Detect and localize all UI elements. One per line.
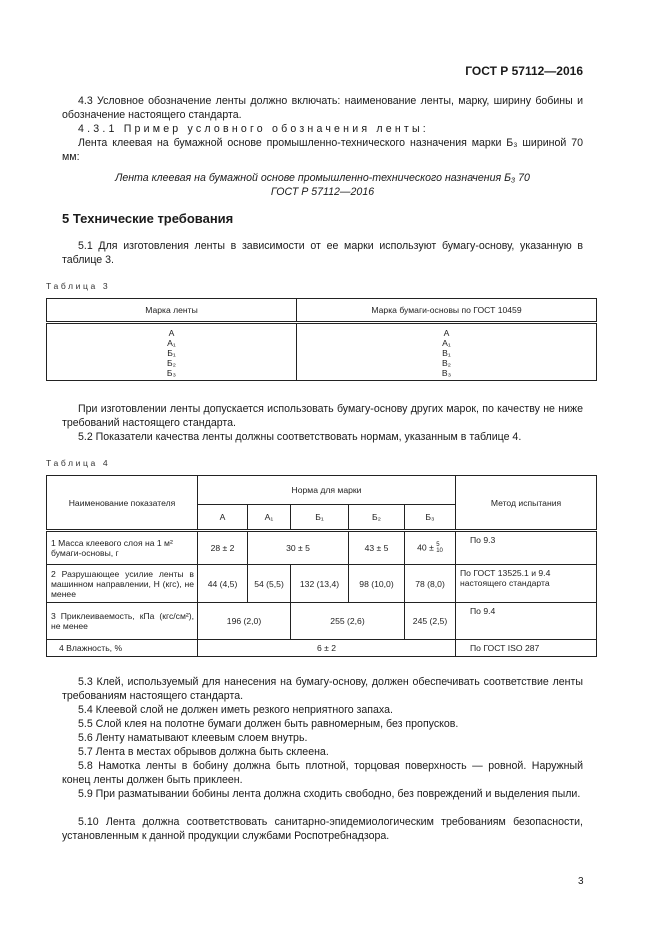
mark-header: А₁ bbox=[248, 505, 291, 531]
table-row bbox=[47, 565, 597, 603]
paragraph-4-3: 4.3 Условное обозначение ленты должно включать: наименование ленты, марку, ширину бобины и обозначение настоящего стандарта. bbox=[62, 95, 583, 121]
table-3 bbox=[46, 298, 597, 381]
table-cell bbox=[405, 531, 456, 565]
upper-tolerance: 5 bbox=[436, 542, 440, 548]
header-norm: Норма для марки bbox=[198, 476, 456, 505]
paragraph-5-10: 5.10 Лента должна соответствовать санитарно-эпидемиологическим требованиям безопасности, установленным к данной продукции службами Роспотребнадзора. bbox=[62, 816, 583, 842]
table-cell: В₁ bbox=[297, 348, 597, 358]
table-cell: 245 (2,5) bbox=[405, 603, 456, 640]
example-line-2: ГОСТ Р 57112—2016 bbox=[270, 186, 375, 198]
table-cell: 44 (4,5) bbox=[198, 565, 248, 603]
table-cell: 78 (8,0) bbox=[405, 565, 456, 603]
table-cell: В₃ bbox=[297, 368, 597, 381]
paragraph-5-1: 5.1 Для изготовления ленты в зависимости от ее марки используют бумагу-основу, указанную в таблице 3. bbox=[62, 240, 583, 266]
table-cell: 54 (5,5) bbox=[248, 565, 291, 603]
table-cell: 98 (10,0) bbox=[349, 565, 405, 603]
table-cell: Б₂ bbox=[47, 358, 297, 368]
table-cell: 30 ± 5 bbox=[248, 531, 349, 565]
paragraph-5-8: 5.8 Намотка ленты в бобину должна быть плотной, торцовая поверхность — ровной. Наружный конец ленты должен быть приклеен. bbox=[62, 760, 583, 786]
table-4-caption: Таблица 4 bbox=[46, 458, 111, 468]
table-row bbox=[47, 603, 597, 640]
mark-header: А bbox=[198, 505, 248, 531]
example-line-1: Лента клеевая на бумажной основе промышленно-технического назначения Б₃ 70 bbox=[115, 172, 530, 184]
table-header: Марка ленты bbox=[47, 299, 297, 323]
method-cell: По 9.4 bbox=[456, 603, 597, 640]
paragraph-5-3: 5.3 Клей, используемый для нанесения на бумагу-основу, должен обеспечивать соответствие ленты требованиям настоящего стандарта. bbox=[62, 676, 583, 702]
paragraph-5-9: 5.9 При разматывании бобины лента должна сходить свободно, без повреждений и выделения пыли. bbox=[78, 788, 581, 800]
table-cell: А₁ bbox=[47, 338, 297, 348]
table-cell: 132 (13,4) bbox=[291, 565, 349, 603]
lower-tolerance: 10 bbox=[436, 548, 443, 554]
table-cell: 6 ± 2 bbox=[198, 640, 456, 657]
mark-header: Б₂ bbox=[349, 505, 405, 531]
paragraph-other-paper: При изготовлении ленты допускается использовать бумагу-основу других марок, по качеству не ниже требований настоящего стандарта. bbox=[62, 403, 583, 429]
mark-header: Б₃ bbox=[405, 505, 456, 531]
table-cell: 196 (2,0) bbox=[198, 603, 291, 640]
paragraph-5-6: 5.6 Ленту наматывают клеевым слоем внутрь. bbox=[78, 732, 308, 744]
mark-header: Б₁ bbox=[291, 505, 349, 531]
table-cell: 43 ± 5 bbox=[349, 531, 405, 565]
table-cell: Б₁ bbox=[47, 348, 297, 358]
table-cell: А bbox=[47, 323, 297, 339]
method-cell: По ГОСТ 13525.1 и 9.4 настоящего стандарта bbox=[456, 565, 597, 603]
paragraph-4-3-1: 4.3.1 Пример условного обозначения ленты: bbox=[78, 123, 429, 135]
section-heading: 5 Технические требования bbox=[62, 211, 234, 226]
table-row bbox=[47, 531, 597, 565]
header-method: Метод испытания bbox=[456, 476, 597, 531]
indicator-name: 1 Масса клеевого слоя на 1 м² бумаги-основы, г bbox=[47, 531, 198, 565]
paragraph-5-2: 5.2 Показатели качества ленты должны соответствовать нормам, указанным в таблице 4. bbox=[78, 431, 522, 443]
tolerance bbox=[436, 542, 443, 554]
table-cell: 255 (2,6) bbox=[291, 603, 405, 640]
header-indicator: Наименование показателя bbox=[47, 476, 198, 531]
paragraph-example-intro: Лента клеевая на бумажной основе промышленно-технического назначения марки Б₃ шириной 70 мм: bbox=[62, 137, 583, 163]
paragraph-5-7: 5.7 Лента в местах обрывов должна быть склеена. bbox=[78, 746, 329, 758]
table-row bbox=[47, 640, 597, 657]
indicator-name: 3 Приклеиваемость, кПа (кгс/см²), не менее bbox=[47, 603, 198, 640]
table-cell: 28 ± 2 bbox=[198, 531, 248, 565]
table-cell: А bbox=[297, 323, 597, 339]
method-cell: По 9.3 bbox=[456, 531, 597, 565]
table-4 bbox=[46, 475, 597, 657]
document-header: ГОСТ Р 57112—2016 bbox=[465, 64, 583, 78]
value: 40 ± bbox=[417, 542, 434, 553]
paragraph-5-4: 5.4 Клеевой слой не должен иметь резкого неприятного запаха. bbox=[78, 704, 393, 716]
table-3-caption: Таблица 3 bbox=[46, 281, 111, 291]
method-cell: По ГОСТ ISO 287 bbox=[456, 640, 597, 657]
page-number: 3 bbox=[578, 876, 584, 887]
table-header: Марка бумаги-основы по ГОСТ 10459 bbox=[297, 299, 597, 323]
table-cell: Б₃ bbox=[47, 368, 297, 381]
indicator-name: 4 Влажность, % bbox=[47, 640, 198, 657]
indicator-name: 2 Разрушающее усилие ленты в машинном направлении, Н (кгс), не менее bbox=[47, 565, 198, 603]
table-cell: В₂ bbox=[297, 358, 597, 368]
paragraph-5-5: 5.5 Слой клея на полотне бумаги должен быть равномерным, без пропусков. bbox=[78, 718, 459, 730]
table-cell: А₁ bbox=[297, 338, 597, 348]
